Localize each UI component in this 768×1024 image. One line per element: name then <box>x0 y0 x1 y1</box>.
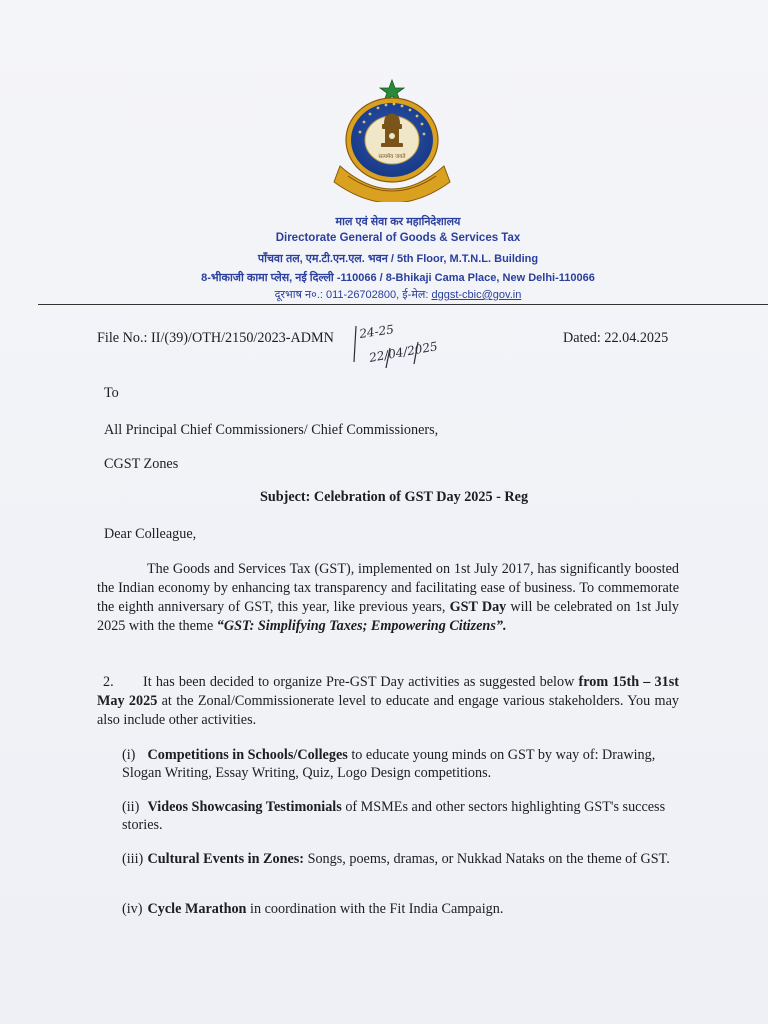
org-name-hindi: माल एवं सेवा कर महानिदेशालय <box>335 216 461 228</box>
floor-line: पाँचवा तल, एम.टी.एन.एल. भवन / 5th Floor, M.T.N.L. Building <box>257 253 539 265</box>
svg-text:22/04/2025: 22/04/2025 <box>368 339 439 365</box>
contact-line <box>14 287 768 302</box>
letter-date: Dated: 22.04.2025 <box>563 330 669 346</box>
header-divider <box>38 304 768 305</box>
subject-line: Subject: Celebration of GST Day 2025 - Reg <box>259 489 529 505</box>
list-item: (iii) Cultural Events in Zones: Songs, poems, dramas, or Nukkad Nataks on the theme of GST. <box>122 851 670 867</box>
file-number: File No.: II/(39)/OTH/2150/2023-ADMN <box>97 330 334 346</box>
list-item: (i) Competitions in Schools/Colleges to educate young minds on GST by way of: Drawing, Slogan Writing, Essay Writing, Quiz, Logo Design competitions. <box>122 747 656 781</box>
list-item: (iv) Cycle Marathon in coordination with the Fit India Campaign. <box>122 901 504 917</box>
to-label: To <box>104 385 119 401</box>
email-link[interactable]: dggst-cbic@gov.in <box>431 289 522 301</box>
cbic-seal-logo <box>318 78 466 202</box>
phone-label: दूरभाष न०.: 011-26702800, ई-मेल: <box>274 289 432 301</box>
list-item: (ii) Videos Showcasing Testimonials of MSMEs and other sectors highlighting GST's success stories. <box>122 799 666 833</box>
paragraph-1: The Goods and Services Tax (GST), implemented on 1st July 2017, has significantly boosted the Indian economy by enhancing tax transparency and facilitating ease of business. To commemorate the eighth anniversary of GST, this year, like previous years, GST Day will be celebrated on 1st July 2025 with the theme “GST: Simplifying Taxes; Empowering Citizens”. <box>97 561 679 634</box>
svg-text:सत्यमेव जयते: सत्यमेव जयते <box>378 154 406 160</box>
addressee-line-1: All Principal Chief Commissioners/ Chief Commissioners, <box>104 422 439 438</box>
handwritten-date-note <box>352 318 464 370</box>
addressee-line-2: CGST Zones <box>104 456 179 472</box>
svg-text:24-25: 24-25 <box>358 322 395 341</box>
salutation: Dear Colleague, <box>104 526 197 542</box>
paragraph-number: 2. <box>103 674 114 690</box>
paragraph-2: 2. It has been decided to organize Pre-GST Day activities as suggested below from 15th – 31st May 2025 at the Zonal/Commissionerate level to educate and engage various stakeholders. You may also include other activities. <box>97 674 679 728</box>
address-line: 8-भीकाजी कामा प्लेस, नई दिल्ली -110066 / 8-Bhikaji Cama Place, New Delhi-110066 <box>201 272 595 284</box>
org-name-english: Directorate General of Goods & Services Tax <box>275 232 521 244</box>
